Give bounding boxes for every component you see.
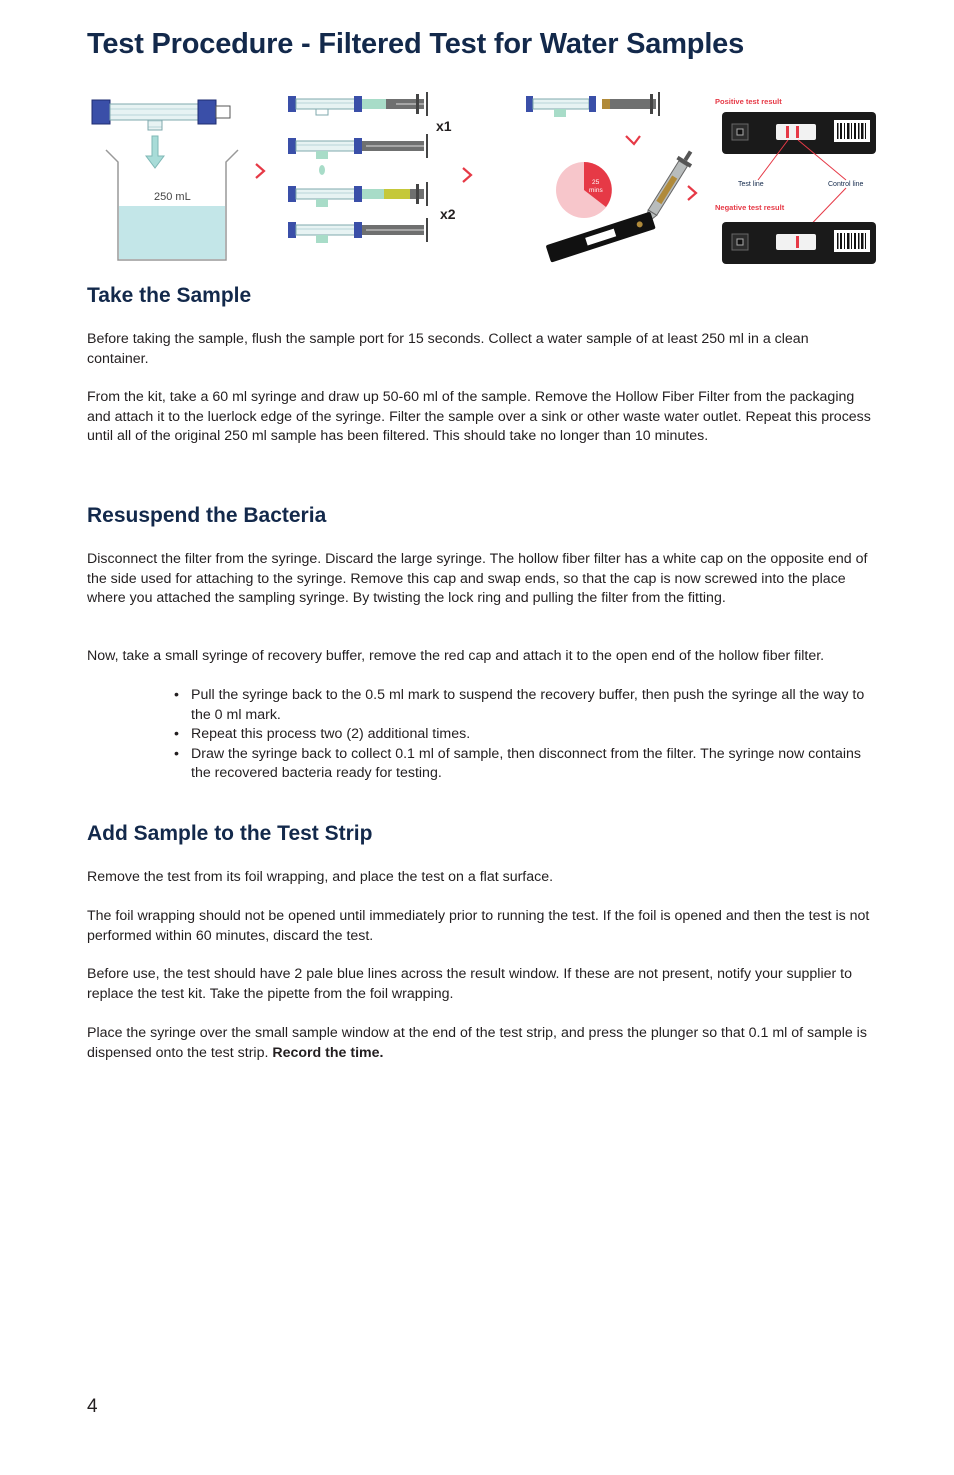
step-arrow-icon bbox=[256, 164, 264, 178]
paragraph: Remove the test from its foil wrapping, and place the test on a flat surface. bbox=[87, 869, 554, 885]
paragraph: Place the syringe over the small sample window at the end of the test strip, and press the plunger so that 0.1 ml of sample is dispensed onto the test strip. Record the time. bbox=[87, 1025, 867, 1061]
timer-unit-label: mins bbox=[589, 187, 603, 194]
syringe-filter-steps bbox=[288, 92, 471, 243]
section-heading-take-sample: Take the Sample bbox=[87, 284, 252, 307]
section-heading-add-sample: Add Sample to the Test Strip bbox=[87, 822, 373, 845]
paragraph: Disconnect the filter from the syringe. Discard the large syringe. The hollow fiber filter has a white cap on the opposite end of the side used for attaching to the syringe. Remove this cap and swap ends, so that the cap is now screwed into the place where you attached the sampling syringe. By twisting the lock ring and pulling the filter from the fitting. bbox=[87, 551, 868, 606]
step-arrow-icon bbox=[463, 168, 471, 182]
paragraph: From the kit, take a 60 ml syringe and draw up 50-60 ml of the sample. Remove the Hollow Fiber Filter from the packaging and attach it to the luerlock edge of the syringe. Filter the sample over a sink or other waste water outlet. Repeat this process until all of the original 250 ml sample has been filtered. This should take no longer than 10 minutes. bbox=[87, 389, 871, 444]
procedure-illustration bbox=[86, 88, 882, 268]
list-item: • Pull the syringe back to the 0.5 ml mark to suspend the recovery buffer, then push the syringe all the way to the 0 ml mark. bbox=[174, 687, 865, 723]
paragraph: Before use, the test should have 2 pale blue lines across the result window. If these are not present, notify your supplier to replace the test kit. Take the pipette from the foil wrapping. bbox=[87, 966, 852, 1002]
beaker-illustration bbox=[92, 100, 238, 260]
control-line-label: Control line bbox=[828, 181, 864, 188]
bullet-icon: • bbox=[174, 726, 179, 742]
bullet-list bbox=[174, 686, 874, 784]
list-item: • Draw the syringe back to collect 0.1 ml of sample, then disconnect from the filter. The syringe now contains the recovered bacteria ready for testing. bbox=[174, 745, 862, 781]
step-arrow-icon bbox=[688, 186, 696, 200]
timer-minutes-value: 25 bbox=[592, 179, 600, 186]
beaker-volume-label: 250 mL bbox=[154, 191, 191, 203]
positive-result-label: Positive test result bbox=[715, 97, 782, 106]
bullet-icon: • bbox=[174, 687, 179, 703]
section-heading-resuspend: Resuspend the Bacteria bbox=[87, 504, 327, 527]
test-results-illustration bbox=[715, 97, 876, 264]
recovery-and-timer-illustration bbox=[526, 92, 697, 263]
paragraph: Now, take a small syringe of recovery buffer, remove the red cap and attach it to the open end of the hollow fiber filter. bbox=[87, 648, 825, 664]
page-title: Test Procedure - Filtered Test for Water Samples bbox=[87, 28, 745, 60]
record-time-emphasis: Record the time. bbox=[272, 1044, 384, 1061]
repeat-twice-label: x2 bbox=[440, 206, 456, 222]
list-item: • Repeat this process two (2) additional times. bbox=[174, 725, 874, 745]
paragraph: Before taking the sample, flush the sample port for 15 seconds. Collect a water sample of at least 250 ml in a clean container. bbox=[87, 331, 809, 367]
paragraph: The foil wrapping should not be opened until immediately prior to running the test. If the foil is opened and then the test is not performed within 60 minutes, discard the test. bbox=[87, 908, 870, 944]
page-number: 4 bbox=[87, 1396, 98, 1417]
test-line-label: Test line bbox=[738, 181, 764, 188]
bullet-icon: • bbox=[174, 745, 179, 762]
negative-result-label: Negative test result bbox=[715, 203, 785, 212]
repeat-once-label: x1 bbox=[436, 118, 452, 134]
